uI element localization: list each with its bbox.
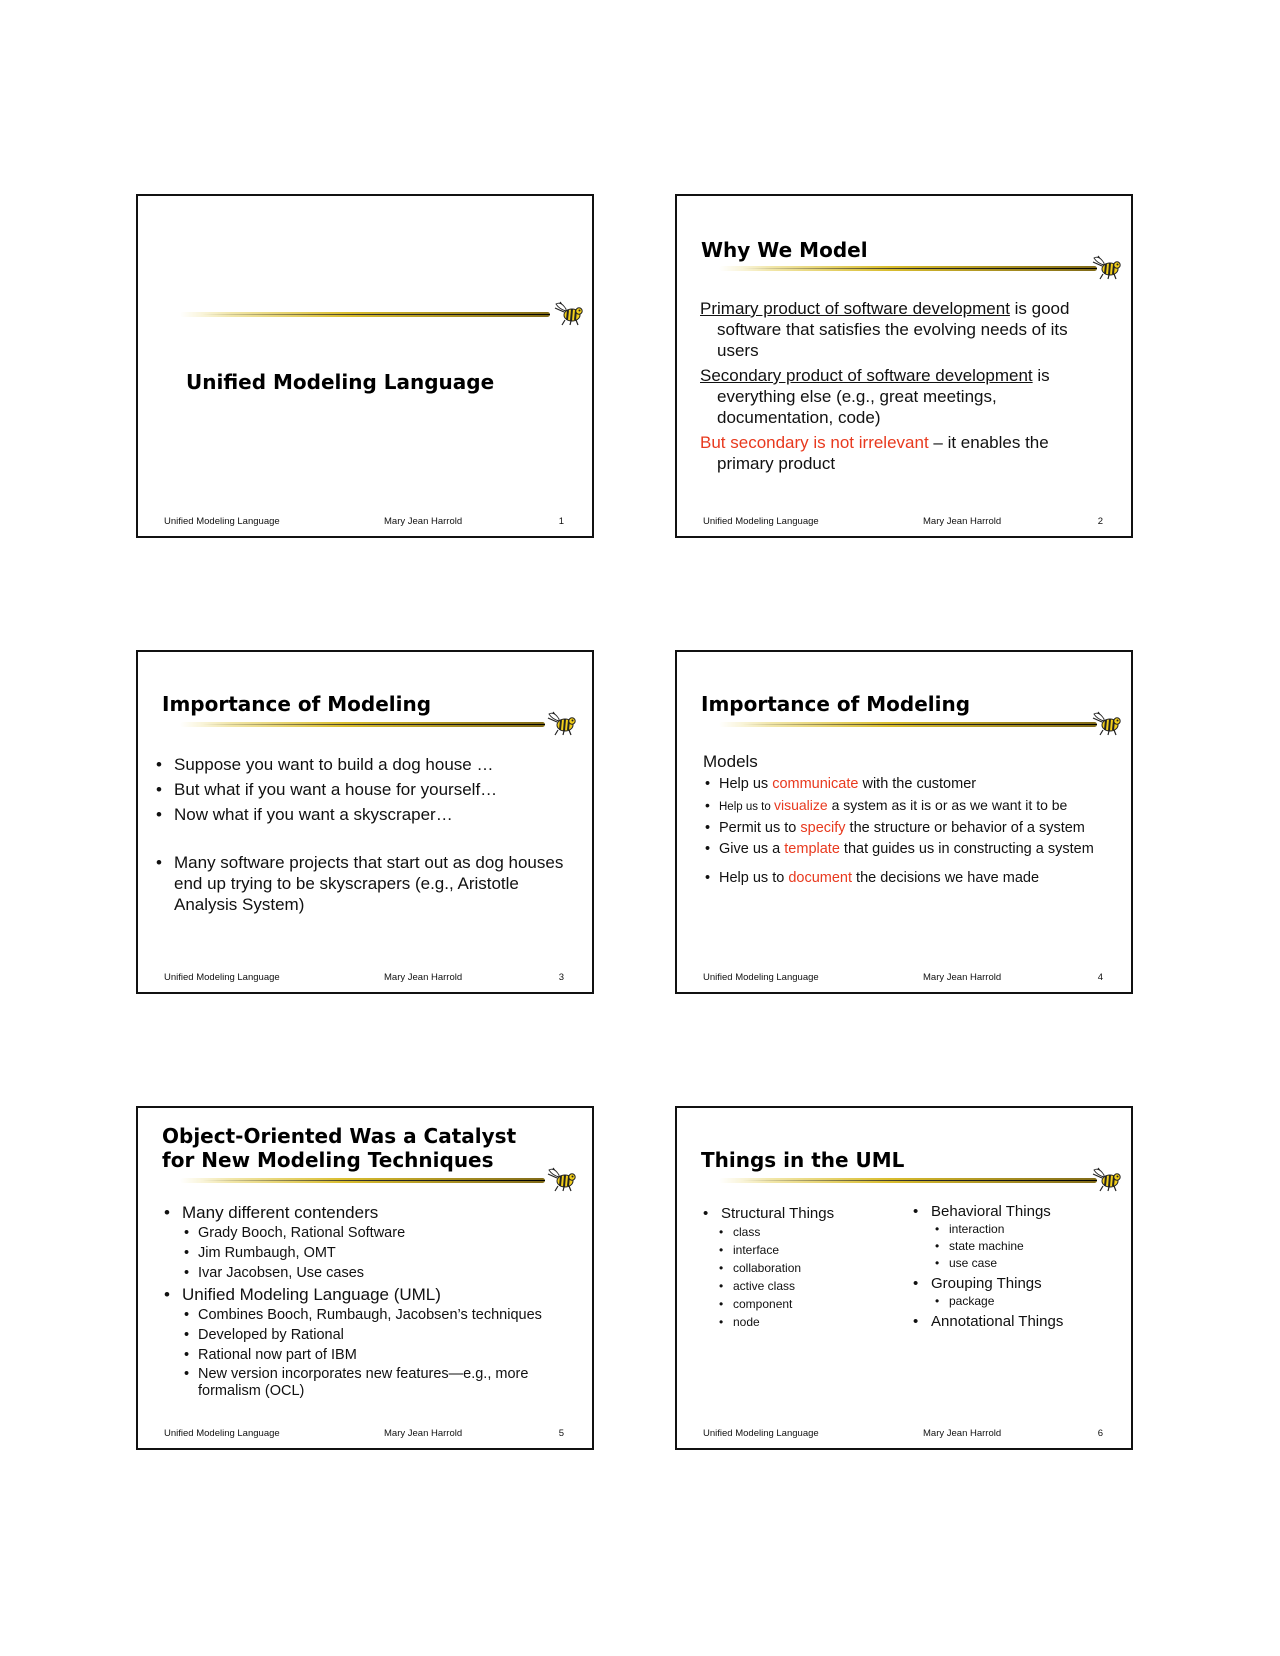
- slide-footer: [164, 972, 564, 984]
- list-item: • Permit us to specify the structure or behavior of a system: [703, 819, 1113, 837]
- list-item: • Many software projects that start out as dog houses end up trying to be skyscrapers (e.g., Aristotle Analysis System): [156, 852, 566, 915]
- yellow-jacket-bee-icon: [546, 1166, 576, 1192]
- slide-footer: [703, 516, 1103, 528]
- slide-number: 6: [1097, 1428, 1103, 1439]
- sub-list: [719, 1223, 903, 1331]
- footer-author: Mary Jean Harrold: [923, 516, 1002, 527]
- list-item: • class: [719, 1223, 903, 1241]
- footer-course: Unified Modeling Language: [703, 1428, 819, 1439]
- yellow-jacket-bee-icon: [1091, 1166, 1121, 1192]
- structural-things: • Structural Things • class • interface • collaboration • active class • component • node: [703, 1204, 903, 1331]
- list-item: • Grady Booch, Rational Software: [182, 1224, 574, 1242]
- slide-footer: [164, 516, 564, 528]
- list-item: • Give us a template that guides us in constructing a system: [703, 840, 1113, 858]
- list-item: • active class: [719, 1277, 903, 1295]
- slide-5: [136, 1106, 594, 1450]
- slide-6: [675, 1106, 1133, 1450]
- slide-1: [136, 194, 594, 538]
- list-item: • package: [935, 1293, 1113, 1310]
- models-heading: Models: [703, 752, 758, 771]
- annotational-things: • Annotational Things: [913, 1312, 1113, 1331]
- bullet-list: [156, 754, 566, 915]
- sub-list: [182, 1224, 574, 1282]
- structural-column: [703, 1204, 903, 1331]
- list-item: • component: [719, 1295, 903, 1313]
- list-item: • Help us communicate with the customer: [703, 775, 1113, 793]
- list-item: • use case: [935, 1255, 1113, 1272]
- slide-title-line-2: for New Modeling Techniques: [162, 1148, 494, 1172]
- slide-3: [136, 650, 594, 994]
- list-item: • Suppose you want to build a dog house …: [156, 754, 566, 775]
- list-item: • New version incorporates new features—e.g., more formalism (OCL): [182, 1366, 574, 1400]
- title-rule: [180, 1178, 545, 1183]
- list-item: • state machine: [935, 1238, 1113, 1255]
- yellow-jacket-bee-icon: [1091, 254, 1121, 280]
- list-item: • Rational now part of IBM: [182, 1346, 574, 1364]
- list-item: • Now what if you want a skyscraper…: [156, 804, 566, 825]
- paragraph-primary: Primary product of software development is good software that satisfies the evolving needs of its users: [700, 299, 1070, 360]
- slide-title: Importance of Modeling: [701, 692, 971, 716]
- title-rule: [180, 312, 550, 317]
- footer-author: Mary Jean Harrold: [923, 1428, 1002, 1439]
- footer-author: Mary Jean Harrold: [384, 516, 463, 527]
- footer-author: Mary Jean Harrold: [384, 1428, 463, 1439]
- list-item: • interface: [719, 1241, 903, 1259]
- title-rule: [180, 722, 545, 727]
- list-item: • Ivar Jacobsen, Use cases: [182, 1264, 574, 1282]
- list-item: • interaction: [935, 1221, 1113, 1238]
- list-item: • Developed by Rational: [182, 1326, 574, 1344]
- yellow-jacket-bee-icon: [1091, 710, 1121, 736]
- group-contenders: • Many different contenders • Grady Booch, Rational Software • Jim Rumbaugh, OMT • Ivar Jacobsen, Use cases: [164, 1202, 574, 1282]
- list-item: • node: [719, 1313, 903, 1331]
- yellow-jacket-bee-icon: [546, 710, 576, 736]
- slide-title: Importance of Modeling: [162, 692, 432, 716]
- slide-footer: [703, 1428, 1103, 1440]
- slide-footer: [164, 1428, 564, 1440]
- behavioral-column: [913, 1202, 1113, 1331]
- yellow-jacket-bee-icon: [553, 300, 583, 326]
- footer-course: Unified Modeling Language: [164, 516, 280, 527]
- behavioral-things: • Behavioral Things • interaction • state machine • use case: [913, 1202, 1113, 1272]
- list-item: • Combines Booch, Rumbaugh, Jacobsen’s techniques: [182, 1306, 574, 1324]
- paragraph-relevance: But secondary is not irrelevant – it enables the primary product: [700, 433, 1049, 473]
- footer-author: Mary Jean Harrold: [923, 972, 1002, 983]
- paragraph-secondary: Secondary product of software development is everything else (e.g., great meetings, documentation, code): [700, 366, 1050, 427]
- slide-number: 1: [558, 516, 564, 527]
- group-uml: • Unified Modeling Language (UML) • Combines Booch, Rumbaugh, Jacobsen’s techniques • Developed by Rational • Rational now part of IBM • New version incorporates new features—e.g., more formalism (OCL): [164, 1284, 574, 1400]
- slide-title-line-1: Object-Oriented Was a Catalyst: [162, 1124, 517, 1148]
- list-item: • Help us to visualize a system as it is or as we want it to be: [703, 796, 1113, 816]
- slide-number: 4: [1097, 972, 1103, 983]
- bullet-list: [164, 1202, 574, 1400]
- slide-2: [675, 194, 1133, 538]
- list-item: • collaboration: [719, 1259, 903, 1277]
- title-rule: [719, 1178, 1097, 1183]
- sub-list: [935, 1293, 1113, 1310]
- slide-footer: [703, 972, 1103, 984]
- footer-course: Unified Modeling Language: [703, 972, 819, 983]
- slide-title: Things in the UML: [701, 1148, 905, 1172]
- footer-course: Unified Modeling Language: [164, 972, 280, 983]
- slide-title: Unified Modeling Language: [186, 370, 495, 394]
- title-rule: [719, 266, 1097, 271]
- slide-number: 3: [558, 972, 564, 983]
- list-item: • Help us to document the decisions we have made: [703, 869, 1113, 887]
- footer-course: Unified Modeling Language: [164, 1428, 280, 1439]
- slide-4: [675, 650, 1133, 994]
- list-item: • But what if you want a house for yourself…: [156, 779, 566, 800]
- footer-author: Mary Jean Harrold: [384, 972, 463, 983]
- footer-course: Unified Modeling Language: [703, 516, 819, 527]
- title-rule: [719, 722, 1097, 727]
- bullet-list: [703, 775, 1113, 887]
- slide-number: 2: [1097, 516, 1103, 527]
- sub-list: [935, 1221, 1113, 1272]
- grouping-things: • Grouping Things • package: [913, 1274, 1113, 1310]
- sub-list: [182, 1306, 574, 1400]
- slide-number: 5: [558, 1428, 564, 1439]
- slide-body: [700, 298, 1100, 474]
- list-item: • Jim Rumbaugh, OMT: [182, 1244, 574, 1262]
- slide-title: Why We Model: [701, 238, 868, 262]
